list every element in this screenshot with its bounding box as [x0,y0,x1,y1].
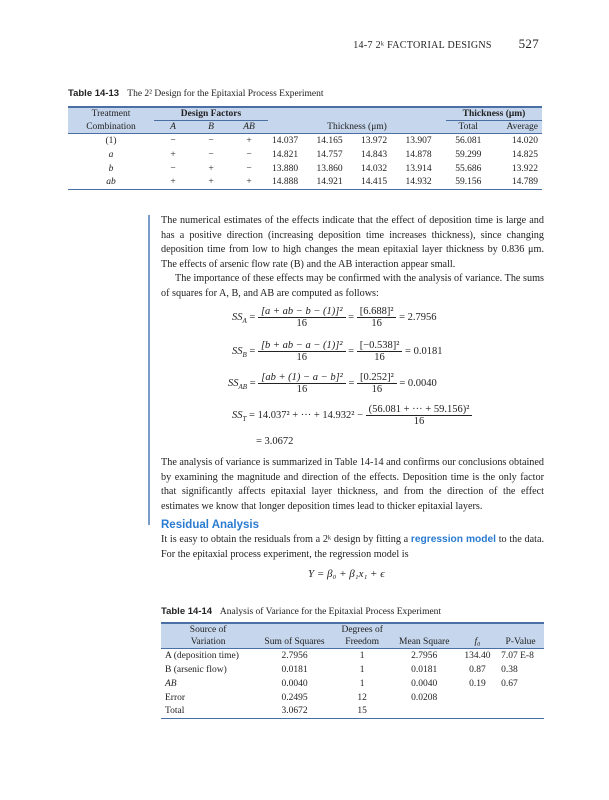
table-row [161,649,544,663]
table-14-13 [68,106,542,190]
eq-denominator: 16 [296,318,307,329]
cell-ms: 2.7956 [411,650,438,661]
col-thickness: Thickness (μm) [327,121,387,132]
eq-value: = 3.0672 [256,436,294,447]
paragraph-2: The importance of these effects may be confirmed with the analysis of variance. The sums of squares for A, B, and AB are computed as follows: [161,273,544,299]
eq-numerator: [a + ab − b − (1)]² [258,306,346,318]
cell-total: 55.686 [455,163,482,174]
page-number: 527 [518,36,539,51]
running-title: 14-7 2ᵏ FACTORIAL DESIGNS [353,40,492,51]
eq-denominator: 16 [413,416,425,427]
eq-numerator: [0.252]² [357,372,397,384]
table-14-14 [161,622,544,719]
paragraph-3: The analysis of variance is summarized in Table 14-14 and confirms our conclusions obtained by examining the magnitude and direction of the effects. Deposition time is the only factor that significantly affects epitaxial layer thickness, and from the direction of the effect estimates we know that longer deposition times lead to thicker epitaxial layers. [161,457,545,512]
cell-t1: 14.888 [268,176,313,190]
table-row [161,677,544,691]
table-label: Table 14-14 [161,606,213,617]
body-text-2 [161,456,544,514]
cell-t4: 13.914 [405,163,432,174]
eq-numerator: [ab + (1) − a − b]² [258,372,346,384]
cell-ms: 0.0208 [411,692,438,703]
cell-f0 [458,705,497,719]
table-row [68,148,542,162]
cell-ms [391,705,458,719]
col-f0: f₀ [474,637,481,647]
col-average: Average [506,122,538,132]
cell-ms: 0.0181 [411,664,438,675]
table-row [68,176,542,190]
col-combination: Combination [86,121,136,132]
cell-ss: 3.0672 [255,705,333,719]
col-thickness-group: Thickness (μm) [446,107,542,121]
table-row [161,691,544,705]
cell-df: 1 [359,650,365,661]
col-ss: Sum of Squares [264,637,325,647]
cell-average: 13.922 [511,163,538,174]
table-row [161,705,544,719]
cell-ss: 0.0181 [281,664,308,675]
cell-ss: 0.2495 [281,692,308,703]
residual-text-before: It is easy to obtain the residuals from a 2ᵏ design by fitting a [161,534,409,545]
cell-total: 59.156 [446,176,491,190]
col-df-2: Freedom [345,637,380,647]
col-ms: Mean Square [399,637,450,647]
cell-t1: 13.880 [272,163,299,174]
cell-t3: 13.972 [361,135,388,146]
cell-tc: ab [68,176,154,190]
cell-tc: (1) [105,135,117,146]
cell-df: 12 [357,692,367,703]
residual-text-after: to the data. For the epitaxial process experiment, the regression model is [161,534,545,560]
cell-ab: − [246,163,252,174]
eq-value: = 2.7956 [399,311,437,323]
col-b: B [208,122,214,132]
equation-ss-ab: $SS_{AB}$ = $\frac{\text{[ab + (1) − a − b]²}}{16}$ = $\frac{\text{[0.252]²}}{16}$ = 0.0040 [228,372,437,395]
col-p: P-Value [505,637,536,647]
cell-b: − [208,149,214,160]
cell-f0: 0.19 [469,678,486,689]
table-row [161,663,544,677]
col-design-factors: Design Factors [154,107,268,121]
cell-f0: 134.40 [464,650,491,661]
cell-t2: 14.757 [316,149,343,160]
cell-df: 1 [359,664,365,675]
section-title: Residual Analysis [161,519,260,531]
running-header [353,36,539,52]
eq-denominator: 16 [374,352,385,363]
cell-t4: 14.932 [402,176,447,190]
cell-source: Total [161,705,255,719]
table-caption-text: The 2² Design for the Epitaxial Process Experiment [127,89,324,99]
cell-p: 0.67 [501,678,518,689]
table-caption-text: Analysis of Variance for the Epitaxial Process Experiment [219,607,442,617]
cell-average: 14.789 [491,176,543,190]
col-total: Total [458,122,478,132]
cell-t3: 14.032 [361,163,388,174]
residual-text [161,533,544,562]
cell-source: Error [165,692,186,703]
cell-ab: + [246,135,252,146]
cell-b: + [192,176,230,190]
cell-t2: 14.921 [313,176,358,190]
table-14-14-caption [161,606,441,617]
cell-f0: 0.87 [469,664,486,675]
cell-total: 59.299 [455,149,482,160]
cell-ss: 0.0040 [281,678,308,689]
cell-ab: − [246,149,252,160]
table-row [68,134,542,148]
margin-bar [148,215,150,525]
table-14-13-caption [68,88,324,99]
cell-a: + [154,176,192,190]
eq-denominator: 16 [296,352,307,363]
cell-p [497,691,544,705]
col-treatment: Treatment [91,109,131,120]
cell-total: 56.081 [455,135,482,146]
eq-denominator: 16 [371,384,383,395]
cell-b: + [208,163,214,174]
eq-value: = 0.0040 [399,377,437,389]
eq-expression: = 14.037² + ··· + 14.932² − [249,409,364,421]
cell-f0 [458,691,497,705]
cell-t1: 14.821 [272,149,299,160]
eq-denominator: 16 [296,384,308,395]
cell-p: 7.07 E-8 [501,650,534,661]
cell-a: − [170,163,176,174]
equation-ss-t-result [256,436,293,447]
eq-numerator: [b + ab − a − (1)]² [258,340,346,352]
cell-t3: 14.415 [357,176,402,190]
cell-p: 0.38 [501,664,518,675]
eq-subscript: T [242,414,247,423]
cell-df: 15 [334,705,391,719]
regression-equation: Y = β₀ + β₁x₁ + ϵ [308,568,385,580]
eq-numerator: [6.688]² [357,306,397,318]
cell-t4: 14.878 [405,149,432,160]
cell-ms: 0.0040 [411,678,438,689]
cell-t2: 13.860 [316,163,343,174]
eq-subscript: B [242,350,247,359]
equation-ss-t: $SS_T = 14.037^2$ + ··· + 14.932² − $\frac{\text{(56.081 + ··· + 59.156)²}}{16}$ [232,404,472,427]
equation-ss-b: $SS_B$ = $\frac{\text{[b + ab − a − (1)]²}}{16}$ = $\frac{\text{[−0.538]²}}{16}$ = 0.0181 [232,340,443,363]
cell-tc: a [108,149,114,160]
paragraph-1: The numerical estimates of the effects indicate that the effect of deposition time is large and has a positive direction (increasing deposition time increases thickness), since changing deposition time from low to high changes the mean epitaxial layer thickness by 0.836 μm. The effects of arsenic flow rate (B) and the AB interaction appear small. [161,215,544,270]
cell-t1: 14.037 [272,135,299,146]
cell-average: 14.825 [511,149,538,160]
cell-t4: 13.907 [405,135,432,146]
body-text-1 [161,214,544,301]
col-df-1: Degrees of [341,625,383,635]
eq-value: = 0.0181 [405,345,443,357]
cell-source: AB [165,678,177,689]
eq-denominator: 16 [371,318,382,329]
cell-a: + [170,149,176,160]
table-row [68,162,542,176]
cell-source: A (deposition time) [165,650,239,661]
eq-subscript: A [242,316,247,325]
eq-numerator: [−0.538]² [357,340,403,352]
cell-df: 1 [359,678,365,689]
cell-ab: + [230,176,268,190]
cell-t3: 14.843 [361,149,388,160]
regression-model-link[interactable]: regression model [410,534,496,545]
cell-t2: 14.165 [316,135,343,146]
col-a: A [170,122,176,132]
cell-source: B (arsenic flow) [165,664,227,675]
col-ab: AB [243,122,255,132]
cell-tc: b [108,163,114,174]
cell-average: 14.020 [511,135,538,146]
eq-subscript: AB [238,382,248,391]
cell-p [497,705,544,719]
cell-b: − [208,135,214,146]
equation-ss-a: $SS_A$ = $\frac{\text{[a + ab − b − (1)]²}}{16}$ = $\frac{\text{[6.688]²}}{16}$ = 2.7956 [232,306,437,329]
col-source-1: Source of [189,625,227,635]
col-source-2: Variation [190,637,226,647]
cell-a: − [170,135,176,146]
cell-ss: 2.7956 [281,650,308,661]
table-label: Table 14-13 [68,88,120,99]
eq-numerator: (56.081 + ··· + 59.156)² [366,404,473,416]
